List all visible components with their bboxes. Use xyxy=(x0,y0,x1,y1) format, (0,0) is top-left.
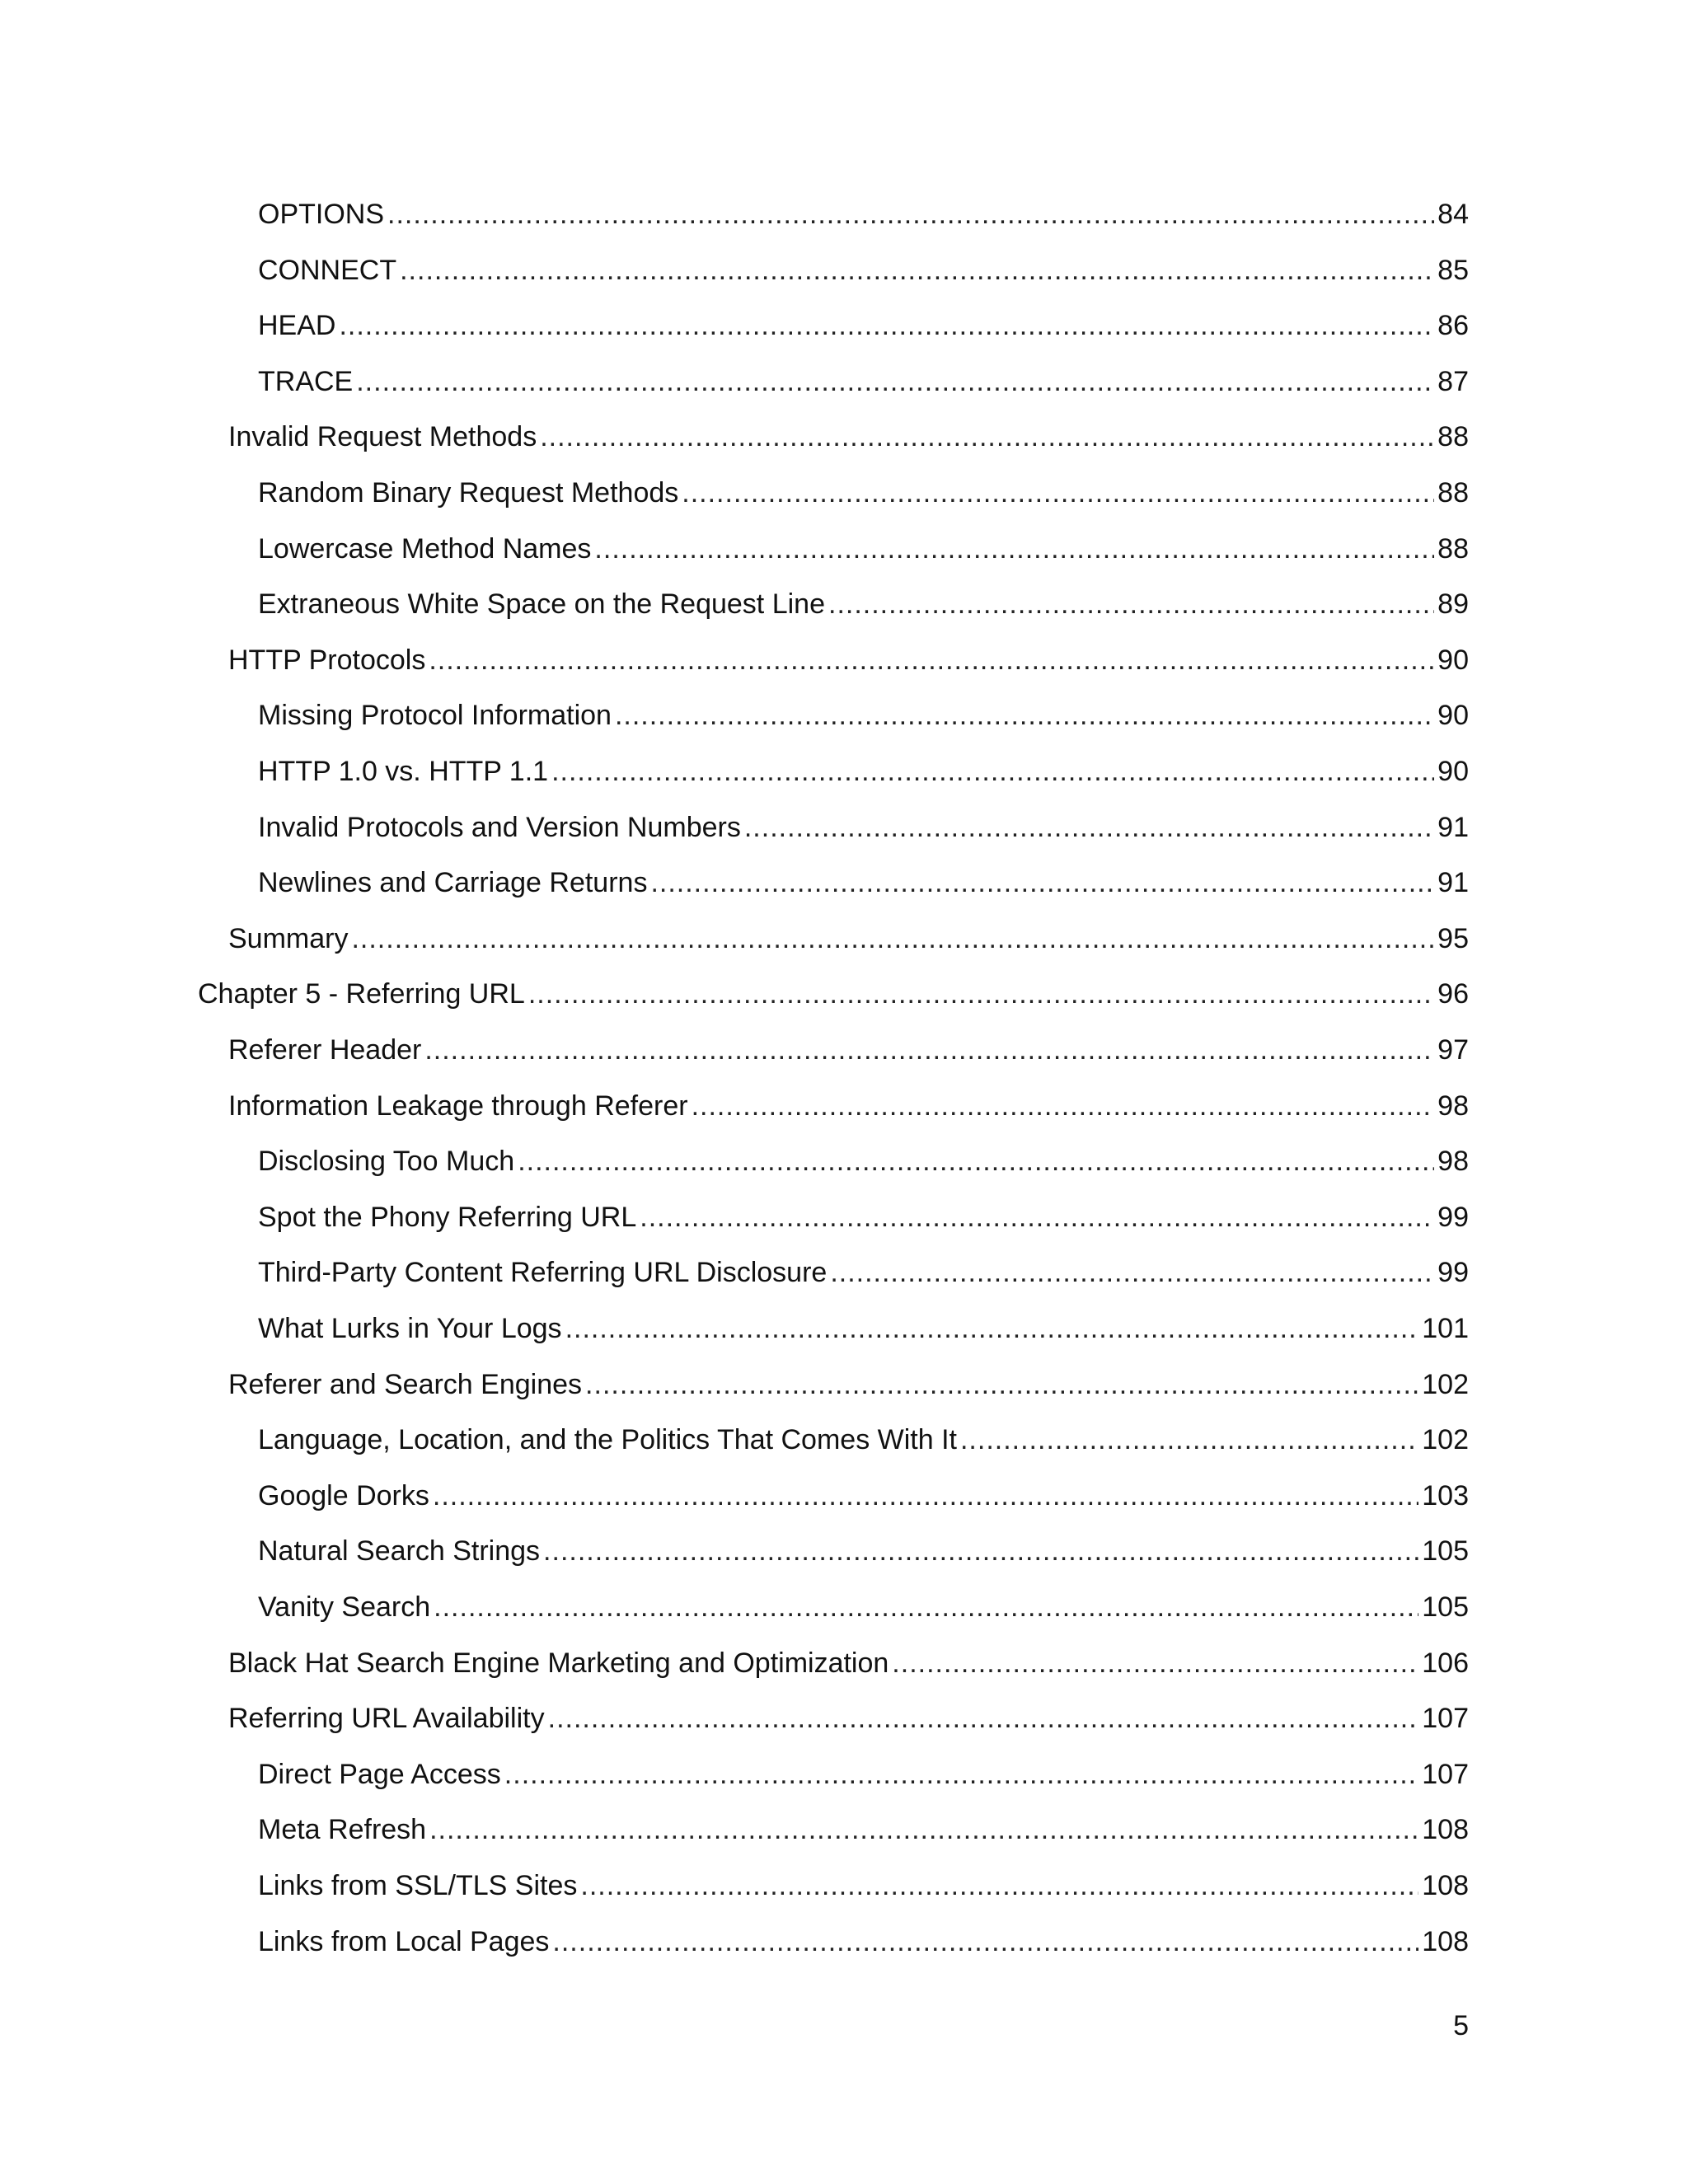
toc-entry[interactable] xyxy=(258,193,1469,236)
toc-entry[interactable] xyxy=(258,1586,1469,1629)
toc-dot-leader xyxy=(692,1085,1435,1127)
toc-dot-leader xyxy=(682,471,1434,514)
toc-dot-leader xyxy=(828,583,1434,626)
toc-entry-page: 106 xyxy=(1422,1647,1469,1679)
toc-entry-page: 90 xyxy=(1437,756,1469,787)
toc-entry-title: Google Dorks xyxy=(258,1479,429,1511)
toc-entry[interactable] xyxy=(258,360,1469,403)
toc-dot-leader xyxy=(551,750,1434,793)
toc-entry-title: Direct Page Access xyxy=(258,1758,501,1790)
toc-entry[interactable] xyxy=(258,1808,1469,1851)
toc-entry-title: Chapter 5 - Referring URL xyxy=(198,978,525,1010)
toc-entry-page: 90 xyxy=(1437,700,1469,732)
toc-entry[interactable] xyxy=(228,415,1469,458)
toc-entry[interactable] xyxy=(258,1307,1469,1350)
toc-entry-title: HTTP 1.0 vs. HTTP 1.1 xyxy=(258,756,549,787)
toc-entry-page: 103 xyxy=(1422,1479,1469,1511)
toc-dot-leader xyxy=(429,1808,1418,1851)
toc-entry[interactable] xyxy=(228,1029,1469,1071)
toc-entry-title: Random Binary Request Methods xyxy=(258,477,679,509)
toc-entry[interactable] xyxy=(258,861,1469,904)
toc-entry-title: Summary xyxy=(228,922,349,954)
toc-entry-title: Missing Protocol Information xyxy=(258,700,612,732)
toc-entry-title: Referer Header xyxy=(228,1034,422,1066)
toc-entry[interactable] xyxy=(258,471,1469,514)
toc-entry-title: HTTP Protocols xyxy=(228,644,426,676)
toc-entry-page: 86 xyxy=(1437,310,1469,342)
toc-entry-title: Invalid Request Methods xyxy=(228,421,537,453)
toc-entry-page: 98 xyxy=(1437,1146,1469,1178)
toc-dot-leader xyxy=(351,917,1434,960)
toc-entry-page: 90 xyxy=(1437,644,1469,676)
toc-entry-page: 88 xyxy=(1437,532,1469,565)
toc-entry-page: 91 xyxy=(1437,867,1469,899)
toc-dot-leader xyxy=(552,1920,1418,1963)
toc-entry[interactable] xyxy=(258,694,1469,737)
toc-entry-page: 107 xyxy=(1422,1758,1469,1790)
toc-entry-title: Disclosing Too Much xyxy=(258,1146,515,1178)
toc-dot-leader xyxy=(339,304,1434,347)
toc-entry-title: Spot the Phony Referring URL xyxy=(258,1201,637,1233)
toc-dot-leader xyxy=(518,1140,1434,1183)
toc-dot-leader xyxy=(400,249,1434,292)
toc-entry-page: 102 xyxy=(1422,1424,1469,1456)
toc-entry-page: 107 xyxy=(1422,1703,1469,1735)
toc-entry-title: Links from Local Pages xyxy=(258,1925,550,1957)
toc-entry-page: 105 xyxy=(1422,1535,1469,1568)
toc-dot-leader xyxy=(565,1307,1419,1350)
toc-entry-title: HEAD xyxy=(258,310,336,342)
toc-entry-title: Language, Location, and the Politics That Comes With It xyxy=(258,1424,957,1456)
toc-entry[interactable] xyxy=(228,1697,1469,1740)
toc-entry[interactable] xyxy=(258,1418,1469,1461)
toc-entry-page: 102 xyxy=(1422,1368,1469,1400)
toc-entry-page: 84 xyxy=(1437,199,1469,230)
toc-entry[interactable] xyxy=(258,304,1469,347)
toc-entry[interactable] xyxy=(258,806,1469,849)
toc-dot-leader xyxy=(548,1697,1419,1740)
toc-dot-leader xyxy=(744,806,1434,849)
toc-entry-page: 89 xyxy=(1437,588,1469,621)
toc-dot-leader xyxy=(585,1363,1418,1406)
toc-entry-page: 99 xyxy=(1437,1201,1469,1233)
toc-entry[interactable] xyxy=(258,1474,1469,1517)
toc-dot-leader xyxy=(650,861,1434,904)
toc-entry-page: 91 xyxy=(1437,811,1469,843)
toc-entry-page: 108 xyxy=(1422,1814,1469,1846)
toc-entry-page: 99 xyxy=(1437,1257,1469,1289)
toc-dot-leader xyxy=(504,1753,1418,1796)
toc-entry[interactable] xyxy=(258,1864,1469,1907)
toc-dot-leader xyxy=(892,1642,1418,1685)
toc-entry-title: Referring URL Availability xyxy=(228,1703,545,1735)
toc-entry-title: Links from SSL/TLS Sites xyxy=(258,1870,578,1901)
toc-dot-leader xyxy=(543,1530,1418,1572)
toc-entry-page: 97 xyxy=(1437,1034,1469,1066)
toc-entry-title: Invalid Protocols and Version Numbers xyxy=(258,811,741,843)
toc-entry-title: Information Leakage through Referer xyxy=(228,1090,688,1122)
toc-entry-title: Meta Refresh xyxy=(258,1814,427,1846)
toc-dot-leader xyxy=(594,527,1434,570)
toc-dot-leader xyxy=(434,1586,1418,1629)
toc-entry[interactable] xyxy=(228,1642,1469,1685)
toc-entry-title: Natural Search Strings xyxy=(258,1535,541,1568)
toc-entry-title: Newlines and Carriage Returns xyxy=(258,867,648,899)
toc-dot-leader xyxy=(615,694,1434,737)
toc-entry[interactable] xyxy=(258,1753,1469,1796)
toc-dot-leader xyxy=(528,972,1434,1015)
toc-dot-leader xyxy=(580,1864,1418,1907)
toc-entry-page: 101 xyxy=(1422,1313,1469,1344)
toc-entry[interactable] xyxy=(198,972,1469,1015)
toc-entry[interactable] xyxy=(258,1530,1469,1572)
toc-entry-page: 96 xyxy=(1437,978,1469,1010)
toc-dot-leader xyxy=(830,1251,1434,1294)
toc-dot-leader xyxy=(433,1474,1418,1517)
toc-entry-page: 105 xyxy=(1422,1591,1469,1623)
toc-entry-title: Lowercase Method Names xyxy=(258,532,592,565)
toc-dot-leader xyxy=(540,415,1434,458)
toc-entry[interactable] xyxy=(258,750,1469,793)
toc-entry-page: 88 xyxy=(1437,477,1469,509)
toc-dot-leader xyxy=(387,193,1434,236)
toc-entry[interactable] xyxy=(228,639,1469,682)
toc-entry-page: 85 xyxy=(1437,254,1469,286)
toc-entry[interactable] xyxy=(228,1363,1469,1406)
toc-entry-title: TRACE xyxy=(258,365,354,397)
toc-entry[interactable] xyxy=(258,1196,1469,1239)
toc-dot-leader xyxy=(424,1029,1434,1071)
toc-entry-page: 95 xyxy=(1437,922,1469,954)
toc-entry[interactable] xyxy=(228,1085,1469,1127)
toc-entry-page: 98 xyxy=(1437,1090,1469,1122)
toc-entry[interactable] xyxy=(228,917,1469,960)
toc-entry-title: Black Hat Search Engine Marketing and Optimization xyxy=(228,1647,889,1679)
toc-entry-title: CONNECT xyxy=(258,254,397,286)
toc-entry-title: Extraneous White Space on the Request Line xyxy=(258,588,825,621)
toc-dot-leader xyxy=(960,1418,1418,1461)
toc-entry[interactable] xyxy=(258,1140,1469,1183)
toc-entry-title: What Lurks in Your Logs xyxy=(258,1313,562,1344)
toc-dot-leader xyxy=(640,1196,1434,1239)
toc-entry-title: Referer and Search Engines xyxy=(228,1368,583,1400)
toc-entry[interactable] xyxy=(258,527,1469,570)
toc-entry-title: Third-Party Content Referring URL Disclosure xyxy=(258,1257,828,1289)
toc-entry-title: Vanity Search xyxy=(258,1591,431,1623)
toc-dot-leader xyxy=(356,360,1434,403)
toc-entry[interactable] xyxy=(258,1920,1469,1963)
toc-entry-title: OPTIONS xyxy=(258,199,385,230)
toc-entry-page: 108 xyxy=(1422,1925,1469,1957)
toc-entry-page: 87 xyxy=(1437,365,1469,397)
toc-entry-page: 88 xyxy=(1437,421,1469,453)
toc-entry[interactable] xyxy=(258,583,1469,626)
toc-dot-leader xyxy=(429,639,1434,682)
toc-entry-page: 108 xyxy=(1422,1870,1469,1901)
toc-entry[interactable] xyxy=(258,249,1469,292)
toc-entry[interactable] xyxy=(258,1251,1469,1294)
page-number: 5 xyxy=(1453,2010,1469,2041)
